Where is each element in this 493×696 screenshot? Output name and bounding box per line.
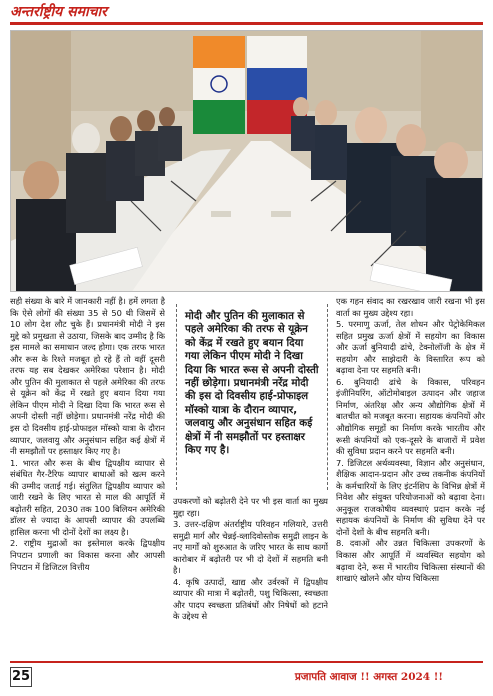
article-column-3 — [336, 296, 485, 656]
paragraph: 1. भारत और रूस के बीच द्विपक्षीय व्यापार से संबंधित गैर-टैरिफ व्यापार बाधाओं को खत्म करने की उम्मीद जताई गई। संतुलित द्विपक्षीय व्यापार को जारी रखने के लिए भारत से माल की आपूर्ति में बढ़ोतरी सहित, 2030 तक 100 बिलियन अमेरिकी डॉलर से ज्यादा के आपसी व्यापार की उपलब्धि हासिल करना भी दोनों देशों का लक्ष्य है। — [10, 457, 165, 537]
paragraph: 6. बुनियादी ढांचे के विकास, परिवहन इंजीनियरिंग, ऑटोमोबाइल उत्पादन और जहाज निर्माण, अंतरिक्ष और अन्य औद्योगिक क्षेत्रों में बातचीत को मजबूत करना। सहायक कंपनियों और औद्योगिक समूहों का निर्माण करके भारतीय और रूसी कंपनियों को एक-दूसरे के बाजारों में प्रवेश की सुविधा प्रदान करने पर सहमति बनी। — [336, 376, 485, 457]
photo-icon — [11, 31, 483, 292]
page-number: 25 — [10, 667, 32, 687]
meeting-photo — [10, 30, 483, 292]
article-column-2 — [173, 496, 328, 656]
paragraph: 3. उत्तर-दक्षिण अंतर्राष्ट्रीय परिवहन गलियारे, उत्तरी समुद्री मार्ग और चेन्नई-व्लादिवोस्तोक समुद्री लाइन के नए मार्गों को शुरुआत के जरिए भारत के साथ कार्गो कारोबार में बढ़ोतरी पर भी दो देशों में सहमति बनी है। — [173, 519, 328, 576]
page-footer — [10, 661, 483, 687]
paragraph: सही संख्या के बारे में जानकारी नहीं है। हमें लगता है कि ऐसे लोगों की संख्या 35 से 50 थी जिसमें से 10 लोग देश लौट चुके हैं। प्रधानमंत्री मोदी ने इस मुद्दे को प्रमुखता से उठाया, जिसके बाद उम्मीद है कि इस मामले का समाधान जल्द होगा। एक तरफ भारत और रूस के रिश्ते मजबूत हो रहे हैं तो वहीं दूसरी तरफ यह सब देखकर अमेरिका परेशान है। मोदी और पुतिन की मुलाकात से पहले अमेरिका की तरफ से यूक्रेन को केंद्र में रखते हुए बयान दिया गया लेकिन पीएम मोदी ने दिखा दिया कि भारत रूस से अपनी दोस्ती नहीं छोड़ेगा। प्रधानमंत्री नरेंद्र मोदी की इस दो दिवसीय हाई-प्रोफाइल मॉस्को यात्रा के दौरान व्यापार, जलवायु और अनुसंधान सहित कई क्षेत्रों में नी समझौतों पर हस्ताक्षर किए गए है। — [10, 296, 165, 457]
article-column-1 — [10, 296, 165, 656]
section-header — [10, 0, 160, 22]
paragraph: एक गहन संवाद का रखरखाव जारी रखना भी इस वार्ता का मुख्य उद्देश्य रहा। — [336, 296, 485, 318]
header-divider — [10, 22, 483, 25]
paragraph: 7. डिजिटल अर्थव्यवस्था, विज्ञान और अनुसंधान, शैक्षिक आदान-प्रदान और उच्च तकनीक कंपनियों के कर्मचारियों के लिए इंटर्नशिप के विभिन्न क्षेत्रों में निवेश और संयुक्त परियोजनाओं को बढ़ावा देना। अनुकूल राजकोषीय व्यवस्थाएं प्रदान करके नई सहायक कंपनियों के निर्माण की सुविधा देने पर दोनों देशों के बीच सहमति बनी। — [336, 457, 485, 537]
paragraph: 5. परमाणु ऊर्जा, तेल शोधन और पेट्रोकेमिकल सहित प्रमुख ऊर्जा क्षेत्रों में सहयोग का विकास और ऊर्जा बुनियादी ढांचे, टेक्नोलॉजी के क्षेत्र में सहयोग और साझेदारी के विस्तारित रूप को बढ़ावा देना पर सहमति बनी। — [336, 319, 485, 376]
pull-quote-text: मोदी और पुतिन की मुलाकात से पहले अमेरिका की तरफ से यूक्रेन को केंद्र में रखते हुए बयान दिया गया लेकिन पीएम मोदी ने दिखा दिया कि भारत रूस से अपनी दोस्ती नहीं छोड़ेगा। प्रधानमंत्री नरेंद्र मोदी की इस दो दिवसीय हाई-प्रोफाइल मॉस्को यात्रा के दौरान व्यापार, जलवायु और अनुसंधान सहित कई क्षेत्रों में नी समझौतों पर हस्ताक्षर किए गए है। — [185, 310, 319, 457]
publication-name: प्रजापति आवाज !! अगस्त 2024 !! — [294, 670, 443, 683]
paragraph: उपकरणों को बढ़ोतरी देने पर भी इस वार्ता का मुख्य मुद्दा रहा। — [173, 496, 328, 518]
flag-india — [193, 36, 245, 134]
section-title: अन्तर्राष्ट्रीय समाचार — [10, 3, 107, 20]
paragraph: 2. राष्ट्रीय मुद्राओं का इस्तेमाल करके द्विपक्षीय निपटान प्रणाली का विकास करना और आपसी निपटान में डिजिटल वित्तीय — [10, 538, 165, 572]
pull-quote — [176, 304, 328, 490]
paragraph: 8. दवाओं और उन्नत चिकित्सा उपकरणों के विकास और आपूर्ति में व्यवस्थित सहयोग को बढ़ावा देने, रूस में भारतीय चिकित्सा संस्थानों की शाखाएं खोलने और योग्य चिकित्सा — [336, 538, 485, 584]
paragraph: 4. कृषि उत्पादों, खाद्य और उर्वरकों में द्विपक्षीय व्यापार की मात्रा में बढ़ोतरी, पशु चिकित्सा, स्वच्छता और पादप स्वच्छता प्रतिबंधों और निषेधों को हटाने के उद्देश्य से — [173, 576, 328, 622]
